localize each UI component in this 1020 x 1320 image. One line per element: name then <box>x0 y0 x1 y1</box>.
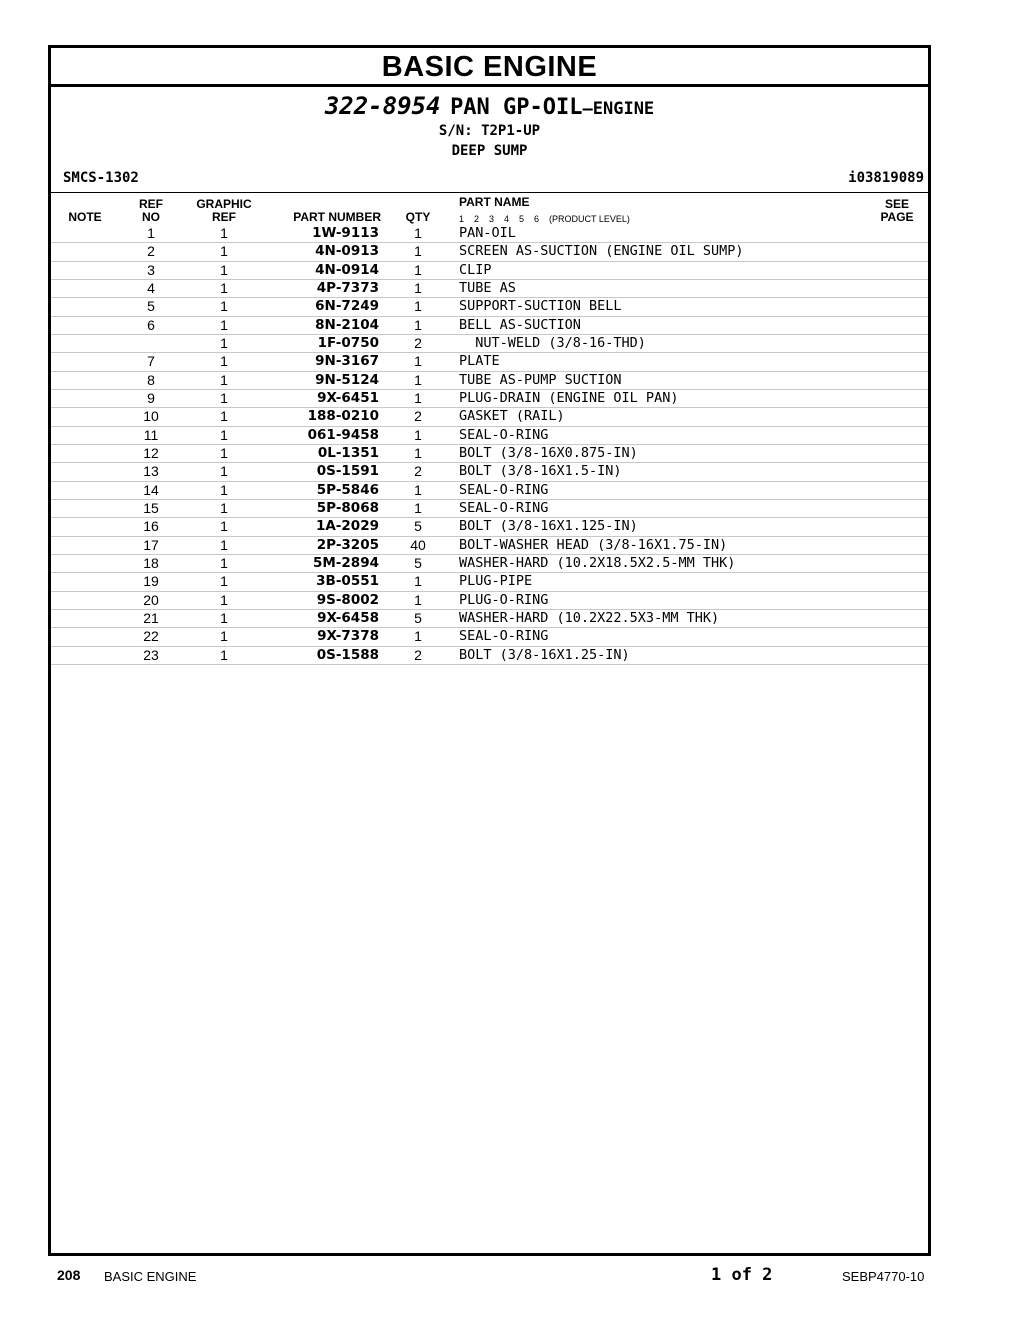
graphic-ref: 1 <box>220 573 228 590</box>
header-see-top: SEE <box>884 197 909 211</box>
graphic-ref: 1 <box>220 499 228 516</box>
quantity: 2 <box>414 334 422 351</box>
part-name: SEAL-O-RING <box>459 499 549 516</box>
quantity: 2 <box>414 646 422 663</box>
part-name: CLIP <box>459 261 492 278</box>
quantity: 5 <box>414 609 422 626</box>
part-name: SEAL-O-RING <box>459 426 549 443</box>
part-number: 9N-5124 <box>315 371 379 388</box>
quantity: 1 <box>414 628 422 645</box>
graphic-ref: 1 <box>220 481 228 498</box>
table-row <box>51 224 928 243</box>
ref-no: 22 <box>143 628 159 645</box>
graphic-ref: 1 <box>220 426 228 443</box>
table-row <box>51 371 928 390</box>
graphic-ref: 1 <box>220 243 228 260</box>
section-title: BASIC ENGINE <box>51 48 928 87</box>
part-name: BOLT (3/8-16X1.125-IN) <box>459 518 638 535</box>
graphic-ref: 1 <box>220 609 228 626</box>
graphic-ref: 1 <box>220 371 228 388</box>
ref-no: 10 <box>143 408 159 425</box>
quantity: 1 <box>414 316 422 333</box>
graphic-ref: 1 <box>220 444 228 461</box>
table-row <box>51 316 928 335</box>
ref-no: 6 <box>147 316 155 333</box>
part-number: 5P-8068 <box>316 499 379 516</box>
quantity: 1 <box>414 389 422 406</box>
table-row <box>51 462 928 481</box>
part-number: 4P-7373 <box>316 279 379 296</box>
part-number: 0S-1591 <box>316 463 379 480</box>
part-name: PLUG-O-RING <box>459 591 549 608</box>
table-row <box>51 536 928 555</box>
ref-no: 17 <box>143 536 159 553</box>
ref-no: 19 <box>143 573 159 590</box>
illustration-id: i03819089 <box>848 170 924 186</box>
graphic-ref: 1 <box>220 518 228 535</box>
part-name: WASHER-HARD (10.2X22.5X3-MM THK) <box>459 609 720 626</box>
quantity: 1 <box>414 353 422 370</box>
page-number: 208 <box>57 1267 81 1283</box>
group-suffix: —ENGINE <box>582 99 655 119</box>
serial-range: S/N: T2P1-UP <box>438 123 541 139</box>
table-row <box>51 517 928 536</box>
table-row <box>51 627 928 646</box>
part-number: 9N-3167 <box>315 353 379 370</box>
quantity: 40 <box>410 536 426 553</box>
table-row <box>51 334 928 353</box>
quantity: 1 <box>414 279 422 296</box>
part-name: BOLT (3/8-16X0.875-IN) <box>459 444 638 461</box>
part-name: BOLT-WASHER HEAD (3/8-16X1.75-IN) <box>459 536 728 553</box>
part-number: 0L-1351 <box>317 444 379 461</box>
part-name: NUT-WELD (3/8-16-THD) <box>459 334 646 351</box>
part-name: PAN-OIL <box>459 225 516 241</box>
quantity: 1 <box>414 371 422 388</box>
group-heading <box>51 92 928 120</box>
smcs-code: SMCS-1302 <box>63 170 139 186</box>
table-row <box>51 426 928 445</box>
ref-no: 2 <box>147 243 155 260</box>
ref-no: 8 <box>147 371 155 388</box>
ref-no: 13 <box>143 463 159 480</box>
ref-no: 11 <box>143 426 159 443</box>
part-name: BELL AS-SUCTION <box>459 316 581 333</box>
ref-no: 1 <box>147 225 155 241</box>
header-part-name: PART NAME <box>459 195 530 209</box>
part-number: 0S-1588 <box>316 646 379 663</box>
part-name: SUPPORT-SUCTION BELL <box>459 298 622 315</box>
part-number: 5P-5846 <box>316 481 379 498</box>
part-number: 1A-2029 <box>315 518 379 535</box>
part-number: 4N-0913 <box>315 243 379 260</box>
part-number: 061-9458 <box>307 426 379 443</box>
part-number: 2P-3205 <box>316 536 379 553</box>
header-graphic-top: GRAPHIC <box>196 197 252 211</box>
header-divider <box>51 192 928 193</box>
part-name: GASKET (RAIL) <box>459 408 565 425</box>
group-variant: DEEP SUMP <box>451 143 528 159</box>
parts-page-frame <box>48 45 931 1256</box>
ref-no: 15 <box>143 499 159 516</box>
graphic-ref: 1 <box>220 261 228 278</box>
graphic-ref: 1 <box>220 298 228 315</box>
part-number: 9X-7378 <box>317 628 379 645</box>
group-number: 322-8954 <box>324 92 441 120</box>
quantity: 5 <box>414 518 422 535</box>
part-name: PLUG-PIPE <box>459 573 533 590</box>
part-number: 1F-0750 <box>317 334 379 351</box>
quantity: 1 <box>414 243 422 260</box>
part-name: SEAL-O-RING <box>459 481 549 498</box>
part-name: BOLT (3/8-16X1.5-IN) <box>459 463 622 480</box>
ref-no: 9 <box>147 389 155 406</box>
part-number: 6N-7249 <box>315 298 379 315</box>
graphic-ref: 1 <box>220 554 228 571</box>
graphic-ref: 1 <box>220 646 228 663</box>
quantity: 1 <box>414 225 422 241</box>
graphic-ref: 1 <box>220 389 228 406</box>
graphic-ref: 1 <box>220 591 228 608</box>
table-row <box>51 242 928 261</box>
graphic-ref: 1 <box>220 316 228 333</box>
part-number: 9S-8002 <box>316 591 379 608</box>
graphic-ref: 1 <box>220 279 228 296</box>
table-row <box>51 352 928 371</box>
part-number: 9X-6451 <box>317 389 379 406</box>
quantity: 1 <box>414 499 422 516</box>
table-row <box>51 407 928 426</box>
part-number: 188-0210 <box>307 408 379 425</box>
quantity: 5 <box>414 554 422 571</box>
quantity: 1 <box>414 426 422 443</box>
graphic-ref: 1 <box>220 628 228 645</box>
part-name: BOLT (3/8-16X1.25-IN) <box>459 646 630 663</box>
table-row <box>51 591 928 610</box>
quantity: 1 <box>414 481 422 498</box>
ref-no: 3 <box>147 261 155 278</box>
graphic-ref: 1 <box>220 536 228 553</box>
table-row <box>51 389 928 408</box>
table-row <box>51 572 928 591</box>
table-row <box>51 279 928 298</box>
part-name: TUBE AS-PUMP SUCTION <box>459 371 622 388</box>
product-levels: 1 2 3 4 5 6 (PRODUCT LEVEL) <box>459 214 630 224</box>
document-id: SEBP4770-10 <box>842 1269 925 1284</box>
part-number: 9X-6458 <box>317 609 379 626</box>
table-row <box>51 499 928 518</box>
ref-no: 7 <box>147 353 155 370</box>
ref-no: 4 <box>147 279 155 296</box>
part-number: 1W-9113 <box>312 225 379 241</box>
ref-no: 16 <box>143 518 159 535</box>
header-part-number: PART NUMBER <box>293 210 381 224</box>
table-row <box>51 297 928 316</box>
ref-no: 12 <box>143 444 159 461</box>
quantity: 1 <box>414 298 422 315</box>
table-row <box>51 646 928 665</box>
header-ref-top: REF <box>139 197 163 211</box>
header-qty: QTY <box>405 210 431 224</box>
part-name: TUBE AS <box>459 279 516 296</box>
table-row <box>51 481 928 500</box>
table-row <box>51 261 928 280</box>
part-name: SEAL-O-RING <box>459 628 549 645</box>
quantity: 2 <box>414 408 422 425</box>
part-name: WASHER-HARD (10.2X18.5X2.5-MM THK) <box>459 554 736 571</box>
page-of: 1 of 2 <box>711 1265 773 1285</box>
ref-no: 5 <box>147 298 155 315</box>
ref-no: 20 <box>143 591 159 608</box>
ref-no: 23 <box>143 646 159 663</box>
graphic-ref: 1 <box>220 408 228 425</box>
graphic-ref: 1 <box>220 353 228 370</box>
quantity: 1 <box>414 444 422 461</box>
table-row <box>51 554 928 573</box>
graphic-ref: 1 <box>220 225 228 241</box>
part-number: 3B-0551 <box>316 573 379 590</box>
footer-section: BASIC ENGINE <box>104 1269 197 1284</box>
quantity: 1 <box>414 261 422 278</box>
graphic-ref: 1 <box>220 334 228 351</box>
part-number: 8N-2104 <box>315 316 379 333</box>
part-name: PLATE <box>459 353 500 370</box>
part-number: 4N-0914 <box>315 261 379 278</box>
ref-no: 21 <box>143 609 159 626</box>
part-number: 5M-2894 <box>312 554 379 571</box>
header-ref-bottom: NO <box>142 210 160 224</box>
ref-no: 18 <box>143 554 159 571</box>
quantity: 1 <box>414 591 422 608</box>
header-see-bottom: PAGE <box>880 210 914 224</box>
part-name: PLUG-DRAIN (ENGINE OIL PAN) <box>459 389 679 406</box>
quantity: 2 <box>414 463 422 480</box>
graphic-ref: 1 <box>220 463 228 480</box>
ref-no: 14 <box>143 481 159 498</box>
header-note: NOTE <box>68 210 102 224</box>
group-name: PAN GP-OIL <box>450 95 583 120</box>
table-row <box>51 444 928 463</box>
quantity: 1 <box>414 573 422 590</box>
part-name: SCREEN AS-SUCTION (ENGINE OIL SUMP) <box>459 243 744 260</box>
header-graphic-bottom: REF <box>212 210 236 224</box>
table-row <box>51 609 928 628</box>
